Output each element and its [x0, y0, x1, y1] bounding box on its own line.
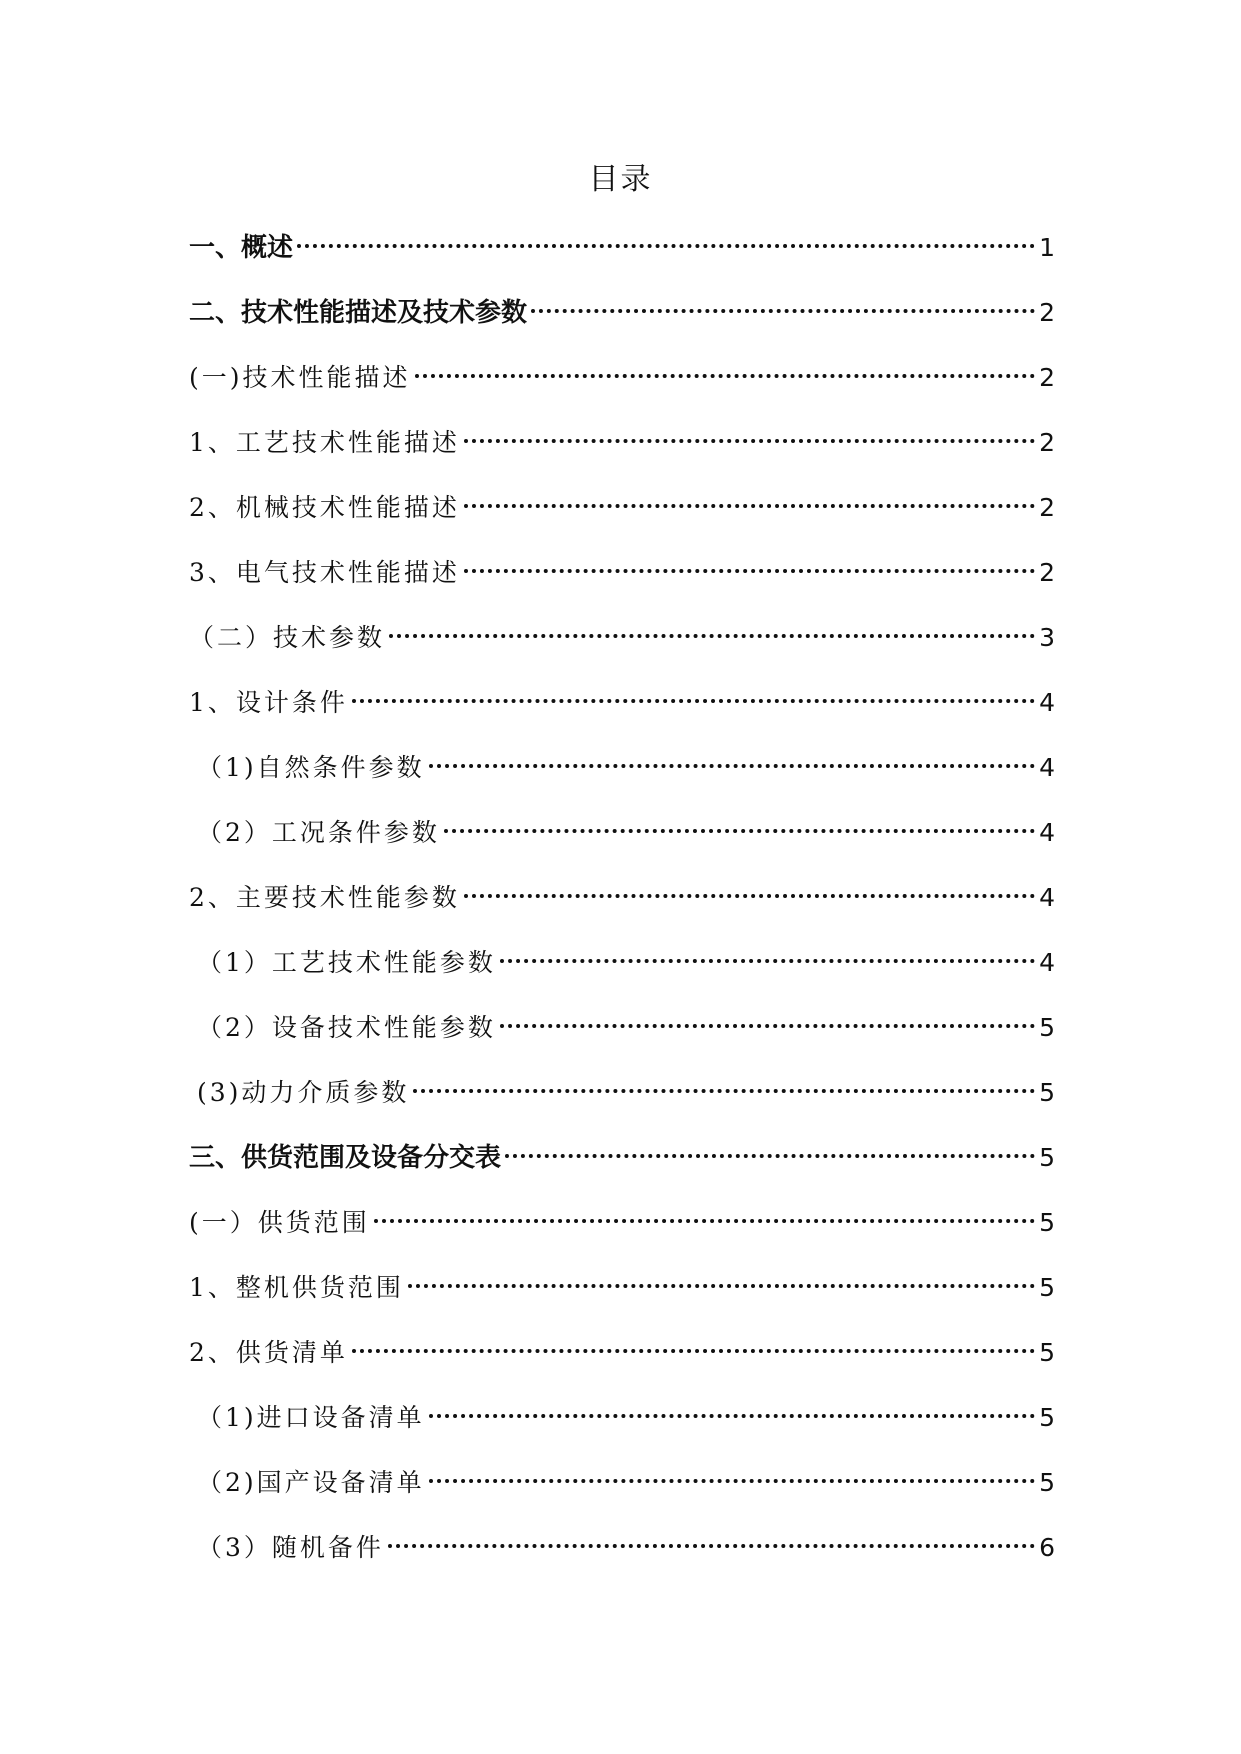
dot-leader	[297, 244, 1035, 248]
dot-leader	[408, 1284, 1035, 1288]
toc-entry-page-number: 4	[1039, 948, 1055, 977]
toc-entry-label: 三、供货范围及设备分交表	[189, 1143, 502, 1173]
toc-entry-label: （2)国产设备清单	[197, 1468, 425, 1497]
dot-leader	[413, 1089, 1035, 1093]
dot-leader	[429, 1414, 1035, 1418]
toc-entry-page-number: 4	[1039, 883, 1055, 912]
toc-entry[interactable]	[189, 878, 1055, 943]
toc-entry[interactable]	[189, 553, 1055, 618]
toc-entry-label: 3、电气技术性能描述	[189, 558, 460, 587]
toc-entry-page-number: 2	[1039, 493, 1055, 522]
dot-leader	[429, 1479, 1035, 1483]
toc-entry-page-number: 6	[1039, 1533, 1055, 1562]
toc-entry-page-number: 2	[1039, 558, 1055, 587]
toc-entry-page-number: 5	[1039, 1338, 1055, 1367]
toc-entry-label: (一）供货范围	[189, 1208, 370, 1237]
toc-entry-page-number: 5	[1039, 1468, 1055, 1497]
toc-entry[interactable]	[189, 813, 1055, 878]
toc-entry-label: （2）设备技术性能参数	[197, 1013, 496, 1042]
toc-entry-label: （二）技术参数	[189, 623, 386, 652]
toc-entry-label: (3)动力介质参数	[197, 1078, 410, 1107]
toc-entry-label: （1）工艺技术性能参数	[197, 948, 496, 977]
toc-entry[interactable]	[189, 748, 1055, 813]
toc-entry-label: 2、机械技术性能描述	[189, 493, 460, 522]
dot-leader	[500, 959, 1035, 963]
dot-leader	[388, 1544, 1035, 1548]
toc-entry[interactable]	[189, 683, 1055, 748]
toc-entry-label: （3）随机备件	[197, 1533, 384, 1562]
toc-entry-label: （2）工况条件参数	[197, 818, 440, 847]
toc-entry-page-number: 5	[1039, 1273, 1055, 1302]
toc-entry[interactable]	[189, 618, 1055, 683]
toc-entry-label: （1)自然条件参数	[197, 753, 425, 782]
toc-entry-label: 1、工艺技术性能描述	[189, 428, 460, 457]
dot-leader	[464, 569, 1035, 573]
toc-entry-page-number: 2	[1039, 363, 1055, 392]
toc-entry-page-number: 2	[1039, 428, 1055, 457]
toc-entry-page-number: 1	[1039, 233, 1055, 262]
toc-entry-label: （1)进口设备清单	[197, 1403, 425, 1432]
toc-entry-page-number: 5	[1039, 1078, 1055, 1107]
toc-title: 目录	[588, 162, 653, 197]
toc-entry-page-number: 5	[1039, 1143, 1055, 1172]
dot-leader	[500, 1024, 1035, 1028]
toc-entry-page-number: 4	[1039, 688, 1055, 717]
dot-leader	[352, 699, 1035, 703]
toc-entry[interactable]	[189, 1138, 1055, 1203]
toc-entry-label: 一、概述	[189, 233, 294, 263]
dot-leader	[352, 1349, 1035, 1353]
dot-leader	[374, 1219, 1035, 1223]
toc-entry[interactable]	[189, 228, 1055, 293]
toc-entry-page-number: 5	[1039, 1013, 1055, 1042]
toc-entry[interactable]	[189, 1008, 1055, 1073]
toc-entry-label: 1、设计条件	[189, 688, 348, 717]
toc-entry-label: 1、整机供货范围	[189, 1273, 404, 1302]
toc-entry-page-number: 5	[1039, 1403, 1055, 1432]
toc-entry-label: 2、主要技术性能参数	[189, 883, 460, 912]
dot-leader	[415, 374, 1036, 378]
toc-entry-page-number: 2	[1039, 298, 1055, 327]
toc-entry[interactable]	[189, 358, 1055, 423]
toc-entry[interactable]	[189, 1073, 1055, 1138]
toc-entry[interactable]	[189, 423, 1055, 488]
dot-leader	[389, 634, 1035, 638]
toc-entry-page-number: 5	[1039, 1208, 1055, 1237]
toc-entry[interactable]	[189, 1203, 1055, 1268]
toc-entry[interactable]	[189, 1333, 1055, 1398]
dot-leader	[505, 1154, 1035, 1158]
toc-entry[interactable]	[189, 1463, 1055, 1528]
toc-entry-page-number: 4	[1039, 753, 1055, 782]
dot-leader	[464, 894, 1035, 898]
dot-leader	[444, 829, 1035, 833]
toc-entry-page-number: 4	[1039, 818, 1055, 847]
toc-entry-label: (一)技术性能描述	[189, 363, 411, 392]
toc-entry-label: 2、供货清单	[189, 1338, 348, 1367]
dot-leader	[429, 764, 1035, 768]
toc-entry[interactable]	[189, 488, 1055, 553]
dot-leader	[464, 504, 1035, 508]
toc-entry[interactable]	[189, 943, 1055, 1008]
table-of-contents	[189, 228, 1055, 1593]
dot-leader	[531, 309, 1035, 313]
toc-entry-page-number: 3	[1039, 623, 1055, 652]
toc-entry[interactable]	[189, 1268, 1055, 1333]
toc-entry-label: 二、技术性能描述及技术参数	[189, 298, 528, 328]
toc-entry[interactable]	[189, 1398, 1055, 1463]
dot-leader	[464, 439, 1035, 443]
toc-entry[interactable]	[189, 1528, 1055, 1593]
toc-entry[interactable]	[189, 293, 1055, 358]
